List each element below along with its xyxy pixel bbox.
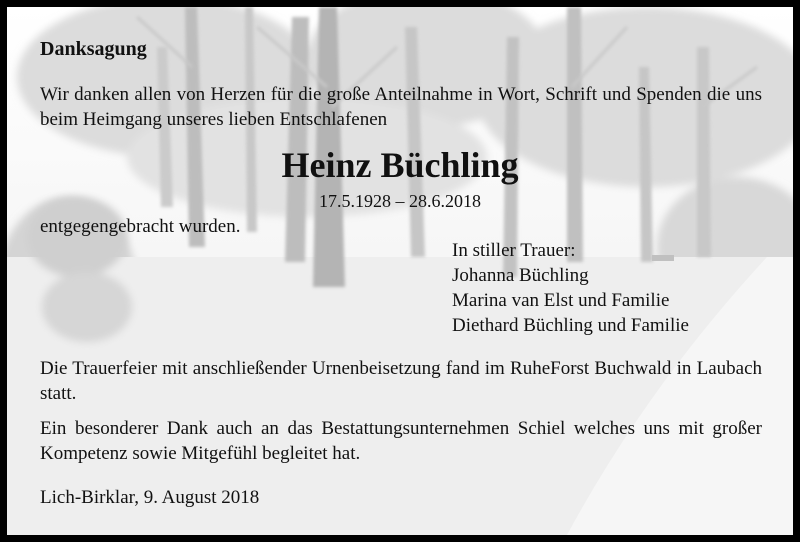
obituary-text bbox=[7, 7, 793, 535]
mourner-name: Johanna Büchling bbox=[452, 265, 589, 286]
mourners-label: In stiller Trauer: bbox=[452, 240, 576, 261]
thanks-note: Ein besonderer Dank auch an das Bestattungsunternehmen Schiel welches uns mit großer Kompetenz sowie Mitgefühl begleitet hat. bbox=[40, 418, 762, 464]
place-date: Lich-Birklar, 9. August 2018 bbox=[40, 487, 260, 508]
mourner-name: Marina van Elst und Familie bbox=[452, 290, 670, 311]
life-dates: 17.5.1928 – 28.6.2018 bbox=[319, 191, 481, 211]
intro-paragraph: Wir danken allen von Herzen für die große Anteilnahme in Wort, Schrift und Spenden die uns beim Heimgang unseres lieben Entschlafenen bbox=[40, 84, 762, 130]
funeral-note: Die Trauerfeier mit anschließender Urnenbeisetzung fand im RuheForst Buchwald in Laubach statt. bbox=[40, 358, 762, 404]
mourner-name: Diethard Büchling und Familie bbox=[452, 315, 689, 336]
heading: Danksagung bbox=[40, 38, 147, 60]
mourners-block bbox=[452, 238, 689, 338]
intro-end: entgegengebracht wurden. bbox=[40, 216, 241, 237]
deceased-name: Heinz Büchling bbox=[281, 145, 519, 185]
